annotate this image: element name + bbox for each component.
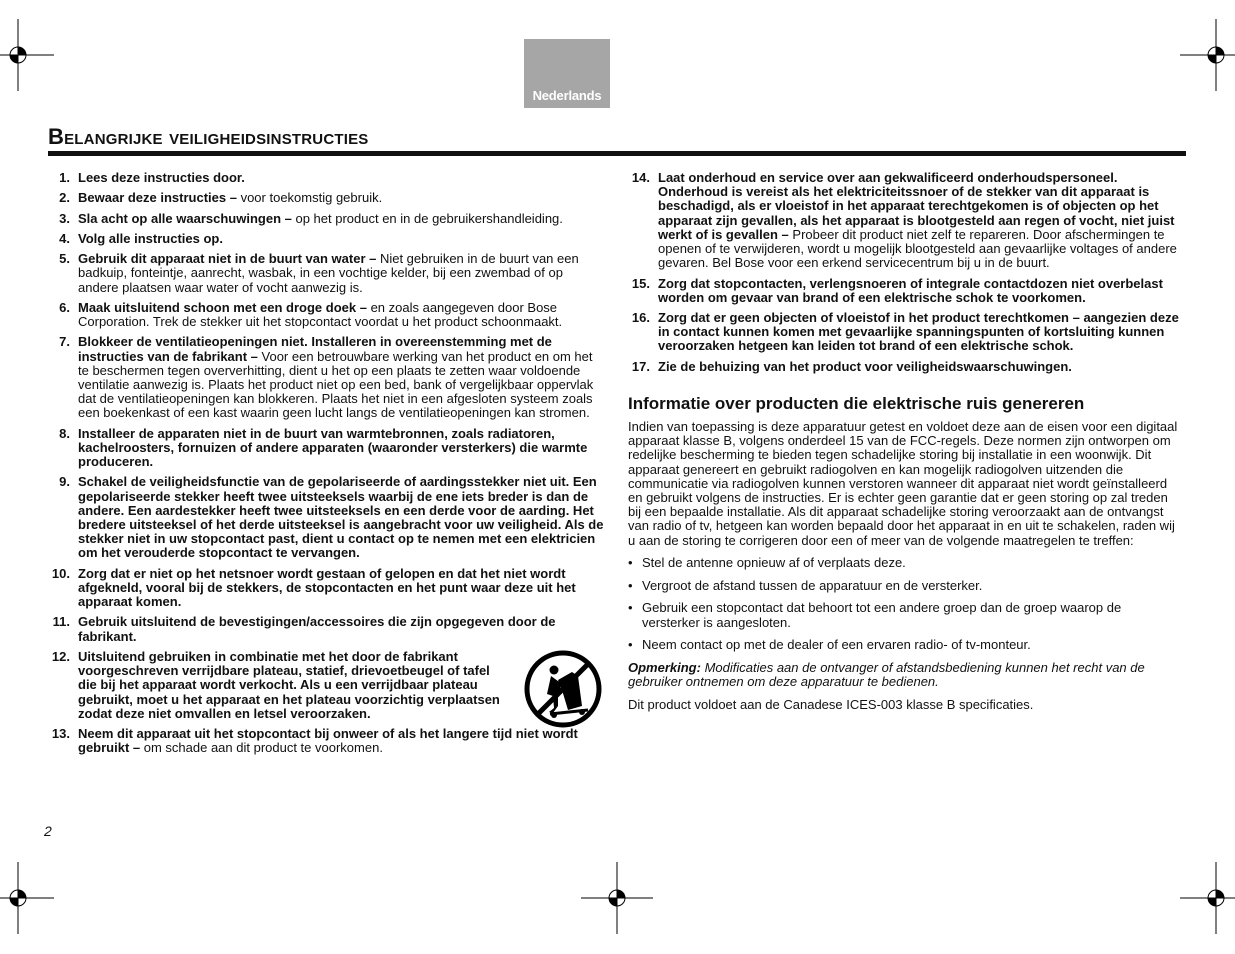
page-title: Belangrijke veiligheidsinstructies <box>48 124 369 149</box>
list-item: 5. Gebruik dit apparaat niet in de buurt van water – Niet gebruiken in de buurt van een badkuip, fonteintje, aanrecht, wasbak, in een vochtige kelder, bij een zwembad of op andere plaatsen waar water of vocht aanwezig is. <box>59 251 579 295</box>
registration-mark-icon <box>1176 15 1235 95</box>
measures-list <box>628 556 1180 653</box>
canada-compliance-text: Dit product voldoet aan de Canadese ICES-003 klasse B specificaties. <box>628 696 1034 712</box>
list-item: 13. Neem dit apparaat uit het stopcontact bij onweer of als het langere tijd niet wordt gebruikt – om schade aan dit product te voorkomen. <box>51 726 578 756</box>
list-item: 8. Installeer de apparaten niet in de buurt van warmtebronnen, zoals radiatoren, kachelroosters, fornuizen of andere apparaten (waaronder versterkers) die warmte produceren. <box>59 425 588 470</box>
list-item: 2. Bewaar deze instructies – voor toekomstig gebruik. <box>59 190 383 206</box>
list-item: 12. Uitsluitend gebruiken in combinatie met het door de fabrikant voorgeschreven verrijdbare plateau, statief, drievoetbeugel of tafel die bij het apparaat wordt verkocht. Als u een verrijdbaar plateau gebruikt, moet u het apparaat en het plateau voorzichtig verplaatsen zodat deze niet omvallen en letsel veroorzaken. <box>48 650 604 721</box>
list-item: 15. Zorg dat stopcontacten, verlengsnoeren of integrale contactdozen niet overbelast worden om gevaar van brand of een elektrische schok te voorkomen. <box>631 275 1163 305</box>
right-column <box>628 171 1180 720</box>
section-heading: Informatie over producten die elektrische ruis genereren <box>628 393 1085 413</box>
instruction-list <box>48 171 604 755</box>
list-item: 14. Laat onderhoud en service over aan gekwalificeerd onderhoudspersoneel. Onderhoud is vereist als het elektriciteitssnoer of de stekker van dit apparaat is beschadigd, als er vloeistof in het apparaat terechtgekomen is of objecten op het apparaat zijn gevallen, als het apparaat is blootgesteld aan regen of vocht, niet juist werkt of is gevallen – Probeer dit product niet zelf te repareren. Door afschermingen te openen of te verwijderen, wordt u mogelijk blootgesteld aan gevaarlijke voltages of andere gevaren. Bel Bose voor een erkend servicecentrum bij u in de buurt. <box>631 170 1177 271</box>
list-item: 9. Schakel de veiligheidsfunctie van de gepolariseerde of aardingsstekker niet uit. Een gepolariseerde stekker heeft twee uitsteeksels waarbij de ene iets breder is dan de andere. Een aardestekker heeft twee uitsteeksels en een derde voor de aarding. Het bredere uitsteeksel of het derde uitsteeksel is aangebracht voor uw veiligheid. Als de stekker niet in uw stopcontact past, dient u contact op te nemen met een elektricien om het verouderde stopcontact te vervangen. <box>59 474 604 561</box>
title-rule <box>48 151 1186 156</box>
note-label: Opmerking: <box>628 660 701 676</box>
cart-tip-over-warning-icon <box>524 650 602 728</box>
list-item: • Neem contact op met de dealer of een ervaren radio- of tv-monteur. <box>628 638 1180 652</box>
language-tab: Nederlands <box>524 39 610 108</box>
list-item: 3. Sla acht op alle waarschuwingen – op het product en in de gebruikershandleiding. <box>59 210 563 226</box>
note-text: Modificaties aan de ontvanger of afstandsbediening kunnen het recht van de gebruiker ontnemen om deze apparatuur te bedienen. <box>628 660 1145 690</box>
fcc-paragraph: Indien van toepassing is deze apparatuur getest en voldoet deze aan de eisen voor een digitaal apparaat klasse B, volgens onderdeel 15 van de FCC-regels. Deze normen zijn ontworpen om redelijke bescherming te bieden tegen schadelijke storing bij installatie in een woonwijk. Dit apparaat genereert en gebruikt radiogolven en kan mogelijk radiogolven uitzenden die communicatie via radiogolven kunnen verstoren wanneer dit apparaat niet wordt geïnstalleerd en gebruikt volgens de instructies. Er is echter geen garantie dat er geen storing op zal treden bij een bepaalde installatie. Als dit apparaat schadelijke storing veroorzaakt aan de ontvangst van radio of tv, hetgeen kan worden bepaald door het apparaat in en uit te schakelen, raden wij u aan de storing te corrigeren door een of meer van de volgende maatregelen te treffen: <box>628 418 1178 548</box>
list-item: 6. Maak uitsluitend schoon met een droge doek – en zoals aangegeven door Bose Corporation. Trek de stekker uit het stopcontact voordat u het product schoonmaakt. <box>59 299 563 330</box>
list-item: 10. Zorg dat er niet op het netsnoer wordt gestaan of gelopen en dat het niet wordt afgekneld, vooral bij de stekkers, de stopcontacten en het punt waar deze uit het apparaat komen. <box>51 565 576 610</box>
page-number: 2 <box>44 823 52 839</box>
instruction-list-continued <box>628 171 1180 374</box>
left-column <box>48 171 604 762</box>
registration-mark-icon <box>0 858 58 938</box>
list-item: • Vergroot de afstand tussen de apparatuur en de versterker. <box>628 579 1180 593</box>
list-item: • Stel de antenne opnieuw af of verplaats deze. <box>628 556 1180 570</box>
registration-mark-icon <box>1176 858 1235 938</box>
list-item: 1. Lees deze instructies door. <box>59 170 245 185</box>
registration-mark-icon <box>577 858 657 938</box>
list-item: • Gebruik een stopcontact dat behoort tot een andere groep dan de groep waarop de versterker is aangesloten. <box>628 601 1180 629</box>
list-item: 17. Zie de behuizing van het product voor veiligheidswaarschuwingen. <box>631 358 1072 374</box>
list-item: 16. Zorg dat er geen objecten of vloeistof in het product terechtkomen – aangezien deze in contact kunnen komen met gevaarlijke spanningspunten of kortsluiting kunnen veroorzaken hetgeen kan leiden tot brand of een elektrische schok. <box>631 310 1179 354</box>
list-item: 11. Gebruik uitsluitend de bevestigingen/accessoires die zijn opgegeven door de fabrikant. <box>52 614 556 644</box>
list-item: 4. Volg alle instructies op. <box>59 230 223 246</box>
list-item: 7. Blokkeer de ventilatieopeningen niet. Installeren in overeenstemming met de instructies van de fabrikant – Voor een betrouwbare werking van het product en om het te beschermen tegen oververhitting, dient u het op een plaats te zetten waar voldoende ventilatie aanwezig is. Plaats het product niet op een bed, bank of vergelijkbaar oppervlak dat de ventilatieopeningen kan blokkeren. Plaats het niet in een afgesloten systeem zoals een boekenkast of een kast waarin geen lucht langs de ventilatieopeningen kan stromen. <box>59 334 594 421</box>
note <box>628 661 1180 689</box>
registration-mark-icon <box>0 15 58 95</box>
